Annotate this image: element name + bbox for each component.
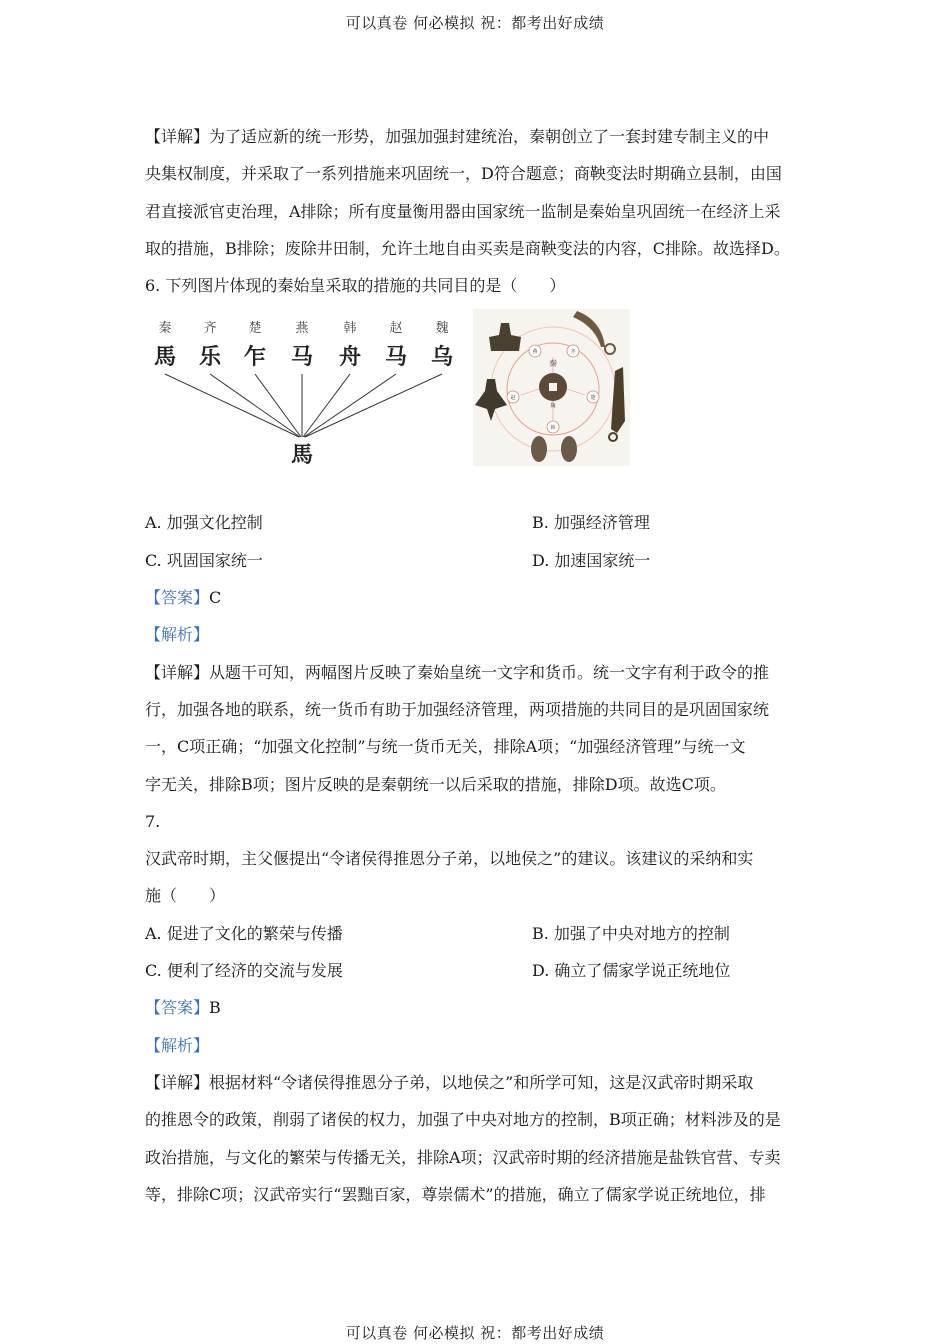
seal-glyph: 乐 (198, 344, 222, 371)
seal-glyph: 乍 (243, 344, 267, 371)
currency-unification-diagram (473, 309, 630, 466)
page-header: 可以真卷 何必模拟 祝：都考出好成绩 (345, 14, 605, 32)
q5-detail-line: 君直接派官吏治理，A排除；所有度量衡用器由国家统一监制是秦始皇巩固统一在经济上采 (145, 201, 781, 221)
state-label: 秦 (158, 321, 172, 337)
unified-glyph: 馬 (290, 442, 314, 469)
q7-detail-line: 【详解】根据材料“令诸侯得推恩分子弟，以地侯之”和所学可知，这是汉武帝时期采取 (145, 1072, 754, 1092)
q6-detail-line: 【详解】从题干可知，两幅图片反映了秦始皇统一文字和货币。统一文字有利于政令的推 (145, 662, 770, 682)
q6-options-row (145, 542, 807, 579)
q6-option-c[interactable]: C. 巩固国家统一 (145, 550, 263, 570)
ant-nose-coin (531, 436, 547, 462)
answer-label: 【答案】 (145, 588, 210, 608)
script-unification-diagram (147, 312, 459, 472)
seal-glyph: 马 (384, 344, 408, 371)
q7-detail-line: 政治措施，与文化的繁荣与传播无关，排除A项；汉武帝时期的经济措施是盐铁官营、专卖 (145, 1147, 781, 1167)
center-label: 秦 (549, 359, 557, 369)
q6-detail-line: 行，加强各地的联系，统一货币有助于加强经济管理，两项措施的共同目的是巩固国家统 (145, 699, 770, 719)
q7-option-c[interactable]: C. 便利了经济的交流与发展 (145, 961, 343, 981)
q5-detail-line: 取的措施，B排除；废除井田制，允许土地自由买卖是商鞅变法的内容，C排除。故选择D。 (145, 238, 790, 258)
connector-line (210, 374, 300, 437)
q6-option-a[interactable]: A. 加强文化控制 (145, 513, 263, 533)
q7-option-d[interactable]: D. 确立了儒家学说正统地位 (532, 961, 731, 981)
connector-line (305, 374, 442, 437)
ant-nose-coin (561, 436, 577, 462)
q7-analysis-label: 【解析】 (145, 1035, 210, 1055)
q7-option-b[interactable]: B. 加强了中央对地方的控制 (532, 923, 730, 943)
connector-line (165, 374, 299, 437)
answer-label: 【答案】 (145, 998, 210, 1018)
q7-detail-line: 的推恩令的政策，削弱了诸侯的权力，加强了中央对地方的控制，B项正确；材料涉及的是 (145, 1110, 781, 1130)
connector-line (304, 374, 396, 437)
q6-detail-line: 一，C项正确；“加强文化控制”与统一货币无关，排除A项；“加强经济管理”与统一文 (145, 737, 746, 757)
ring-label: 魏 (550, 403, 556, 410)
answer-value: B (209, 998, 221, 1018)
ring-label: 楚 (590, 395, 596, 402)
ring-label: 齐 (570, 349, 576, 356)
q6-answer (145, 579, 807, 616)
state-label: 赵 (389, 321, 403, 337)
q5-detail-line: 【详解】为了适应新的统一形势，加强加强封建统治，秦朝创立了一套封建专制主义的中 (145, 127, 770, 146)
q7-number: 7. (145, 811, 161, 831)
seal-glyph: 马 (290, 344, 314, 371)
seal-glyph: 舟 (338, 344, 362, 371)
q7-options-row (145, 952, 807, 989)
q6-figures (145, 304, 807, 504)
ring-label: 赵 (510, 395, 516, 402)
q6-stem: 6. 下列图片体现的秦始皇采取的措施的共同目的是（ ） (145, 276, 566, 296)
q6-option-d[interactable]: D. 加速国家统一 (532, 550, 651, 570)
state-label: 魏 (435, 321, 449, 337)
q6-detail-line: 字无关，排除B项；图片反映的是秦朝统一以后采取的措施，排除D项。故选C项。 (145, 774, 726, 794)
ring-label: 燕 (532, 349, 538, 356)
seal-glyph: 馬 (153, 344, 177, 371)
ring-label: 韩 (550, 425, 556, 432)
q7-option-a[interactable]: A. 促进了文化的繁荣与传播 (145, 923, 343, 943)
q7-stem-line: 汉武帝时期，主父偃提出“令诸侯得推恩分子弟，以地侯之”的建议。该建议的采纳和实 (145, 849, 754, 869)
answer-value: C (209, 588, 222, 608)
state-label: 齐 (203, 321, 217, 337)
q7-detail-line: 等，排除C项；汉武帝实行“罢黜百家，尊崇儒术”的措施，确立了儒家学说正统地位，排 (145, 1184, 766, 1204)
state-label: 韩 (343, 321, 357, 337)
page-footer: 可以真卷 何必模拟 祝：都考出好成绩 (345, 1324, 605, 1342)
q6-option-b[interactable]: B. 加强经济管理 (532, 513, 650, 533)
state-label: 燕 (295, 321, 309, 337)
q5-detail-line: 央集权制度，并采取了一系列措施来巩固统一，D符合题意；商鞅变法时期确立县制，由国 (145, 164, 782, 184)
q6-options-row (145, 504, 807, 541)
q6-analysis-label: 【解析】 (145, 625, 210, 645)
q7-options-row (145, 915, 807, 952)
q7-stem-line: 施（ ） (145, 886, 226, 906)
q7-answer (145, 989, 807, 1026)
page-content (145, 118, 807, 1213)
seal-glyph: 乌 (430, 344, 454, 371)
state-label: 楚 (248, 321, 262, 337)
